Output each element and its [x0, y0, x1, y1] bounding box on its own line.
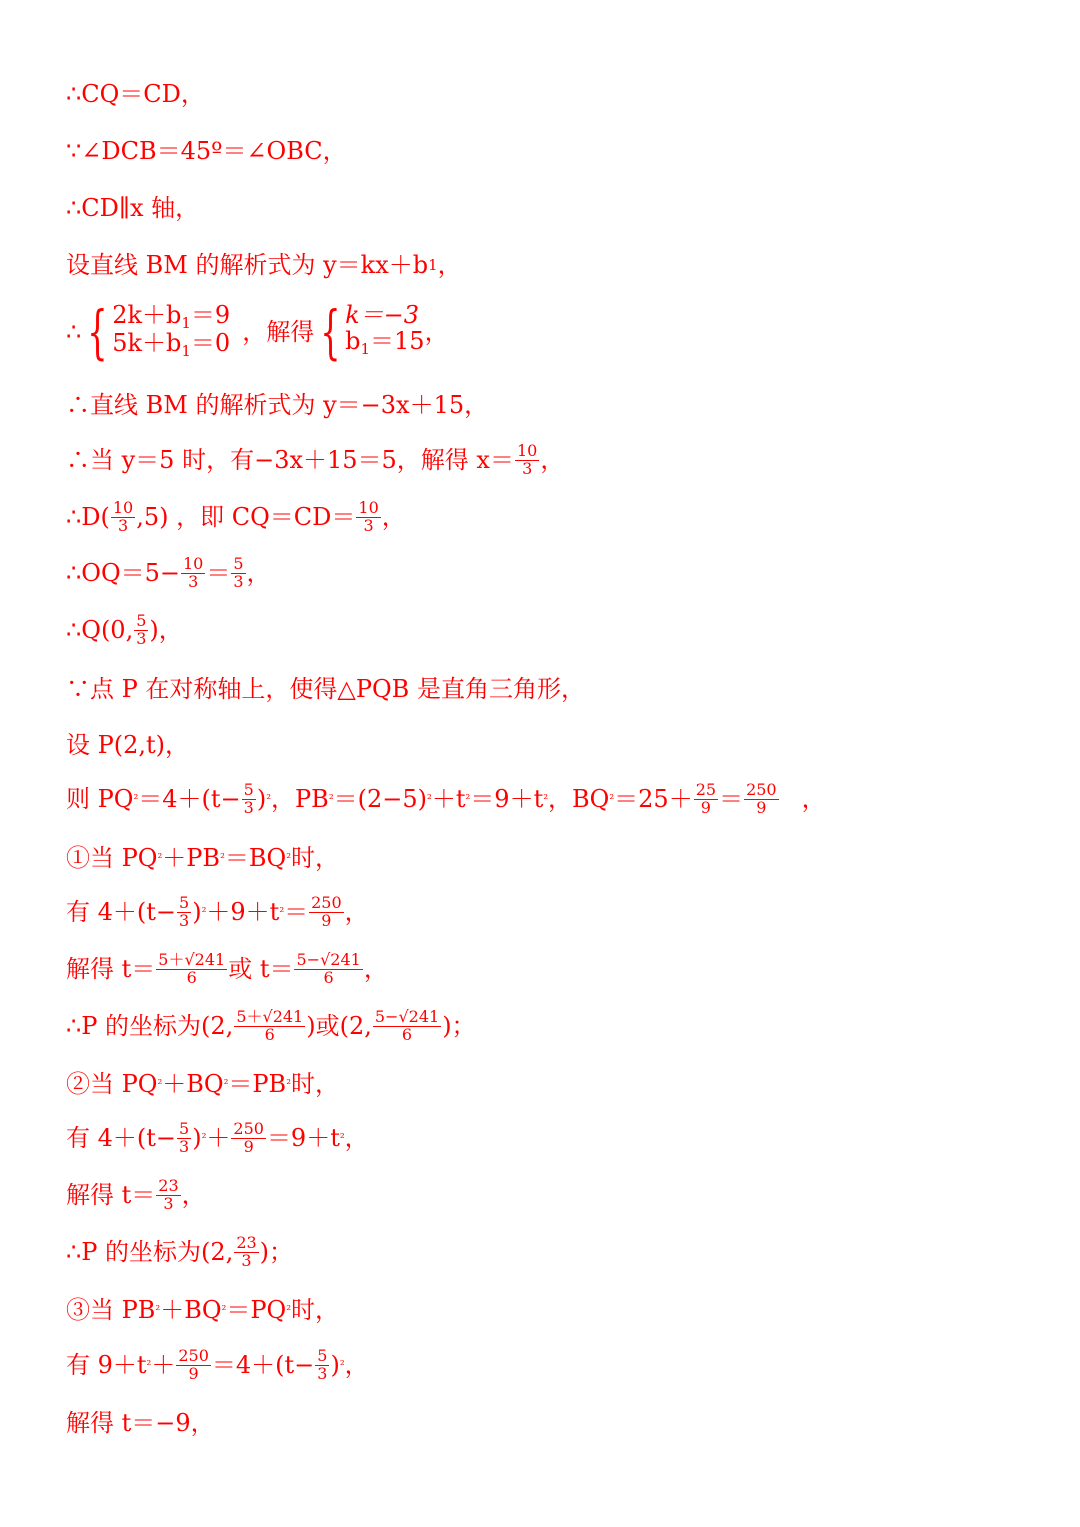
solve-label: ，解得	[242, 318, 315, 346]
line-text: 解得 t＝−9，	[66, 1409, 215, 1437]
text-line-21: ∴P 的坐标为(2, $\frac{23}{3}$ )；	[66, 1233, 294, 1270]
line-text: ，	[424, 318, 449, 346]
equation-system-left	[81, 298, 231, 366]
line-text: ，	[437, 251, 462, 279]
fraction: $\frac{5-√241}{6}$	[374, 1007, 440, 1044]
line-text: ∵点 P 在对称轴上，使得△PQB 是直角三角形，	[66, 675, 585, 703]
text-line-23: 有 9＋t ² ＋ $\frac{250}{9}$ ＝4＋(t− $\frac{5}{3}$ ) ² ，	[66, 1346, 369, 1383]
therefore-symbol: ∴	[66, 318, 82, 346]
fraction: $\frac{250}{9}$	[311, 893, 342, 930]
fraction: $\frac{5}{3}$	[179, 1119, 190, 1156]
left-brace-icon: {	[87, 298, 108, 366]
text-line-17: ∴P 的坐标为(2, $\frac{5+√241}{6}$ )或(2, $\frac{5-√241}{6}$ )；	[66, 1007, 476, 1044]
text-line-22: ③当 PB ² ＋BQ ² ＝PQ ² 时，	[66, 1296, 339, 1324]
fraction: $\frac{5}{3}$	[179, 893, 190, 930]
fraction: $\frac{250}{9}$	[233, 1119, 264, 1156]
fraction: $\frac{10}{3}$	[358, 498, 379, 535]
text-line-18: ②当 PQ ² ＋BQ ² ＝PB ² 时，	[66, 1070, 339, 1098]
fraction: $\frac{250}{9}$	[178, 1346, 209, 1383]
text-line-2	[66, 139, 347, 163]
line-text: ∴CQ＝CD，	[66, 80, 205, 108]
fraction: $\frac{5+√241}{6}$	[236, 1007, 304, 1044]
solution-2: $b_1=15$	[345, 327, 425, 358]
text-line-4	[66, 253, 462, 277]
fraction: $\frac{5-√241}{6}$	[296, 950, 361, 987]
text-line-12	[66, 733, 189, 757]
fraction: $\frac{5}{3}$	[233, 554, 244, 591]
left-brace-icon: {	[320, 298, 341, 366]
text-line-3	[66, 196, 199, 220]
text-line-7: ∴当 y＝5 时，有−3x＋15＝5，解得 x＝ $\frac{10}{3}$ ，	[66, 441, 565, 478]
equation-1: $2k+b_1=9$	[112, 301, 231, 332]
line-text: ∵∠DCB＝45º＝∠OBC，	[66, 137, 347, 165]
fraction: $\frac{23}{3}$	[236, 1233, 257, 1270]
text-line-6	[66, 393, 488, 417]
text-line-8: ∴D( $\frac{10}{3}$ ,5) ，即 CQ＝CD＝ $\frac{10}{3}$ ，	[66, 498, 406, 535]
equation-system-right	[314, 298, 425, 366]
text-line-11	[66, 677, 585, 701]
fraction: $\frac{250}{9}$	[746, 780, 777, 817]
fraction: $\frac{10}{3}$	[112, 498, 134, 535]
text-line-19: 有 4＋(t− $\frac{5}{3}$ ) ² ＋ $\frac{250}{9}$ ＝9＋t ² ，	[66, 1119, 369, 1156]
fraction: $\frac{5+√241}{6}$	[158, 950, 226, 987]
fraction: $\frac{5}{3}$	[136, 611, 147, 648]
fraction: $\frac{10}{3}$	[516, 441, 538, 478]
equation-2: $5k+b_1=0$	[112, 329, 231, 360]
line-text: 设直线 BM 的解析式为 y＝kx＋b	[66, 251, 429, 279]
text-line-24	[66, 1411, 215, 1435]
text-line-13: 则 PQ ² ＝4＋(t− $\frac{5}{3}$ ) ² ，PB ² ＝(2−5) ² ＋t ² ＝9＋t ² ，BQ ² ＝25＋ $\frac{25}{9}$ ＝ $\frac{250}{9}$ ，	[66, 780, 826, 817]
text-line-16: 解得 t＝ $\frac{5+√241}{6}$ 或 t＝ $\frac{5-√241}{6}$ ，	[66, 950, 388, 987]
solution-1: k＝−3	[345, 301, 420, 329]
fraction: $\frac{5}{3}$	[317, 1346, 328, 1383]
text-line-9: ∴OQ＝5− $\frac{10}{3}$ ＝ $\frac{5}{3}$ ，	[66, 554, 271, 591]
fraction: $\frac{5}{3}$	[243, 780, 254, 817]
line-text: 设 P(2,t)，	[66, 731, 190, 759]
subscript: 1	[428, 255, 438, 274]
fraction: $\frac{23}{3}$	[158, 1176, 179, 1213]
fraction: $\frac{25}{9}$	[695, 780, 717, 817]
line-text: ∴直线 BM 的解析式为 y＝−3x＋15，	[66, 391, 489, 419]
line-text: ∴CD∥x 轴，	[66, 194, 200, 222]
equation-system-line	[66, 298, 449, 366]
text-line-15: 有 4＋(t− $\frac{5}{3}$ ) ² ＋9＋t ² ＝ $\frac{250}{9}$ ，	[66, 893, 369, 930]
text-line-10: ∴Q(0, $\frac{5}{3}$ )，	[66, 611, 183, 648]
text-line-1	[66, 82, 205, 106]
fraction: $\frac{10}{3}$	[183, 554, 204, 591]
text-line-20: 解得 t＝ $\frac{23}{3}$ ，	[66, 1176, 206, 1213]
text-line-14: ①当 PQ ² ＋PB ² ＝BQ ² 时，	[66, 844, 339, 872]
